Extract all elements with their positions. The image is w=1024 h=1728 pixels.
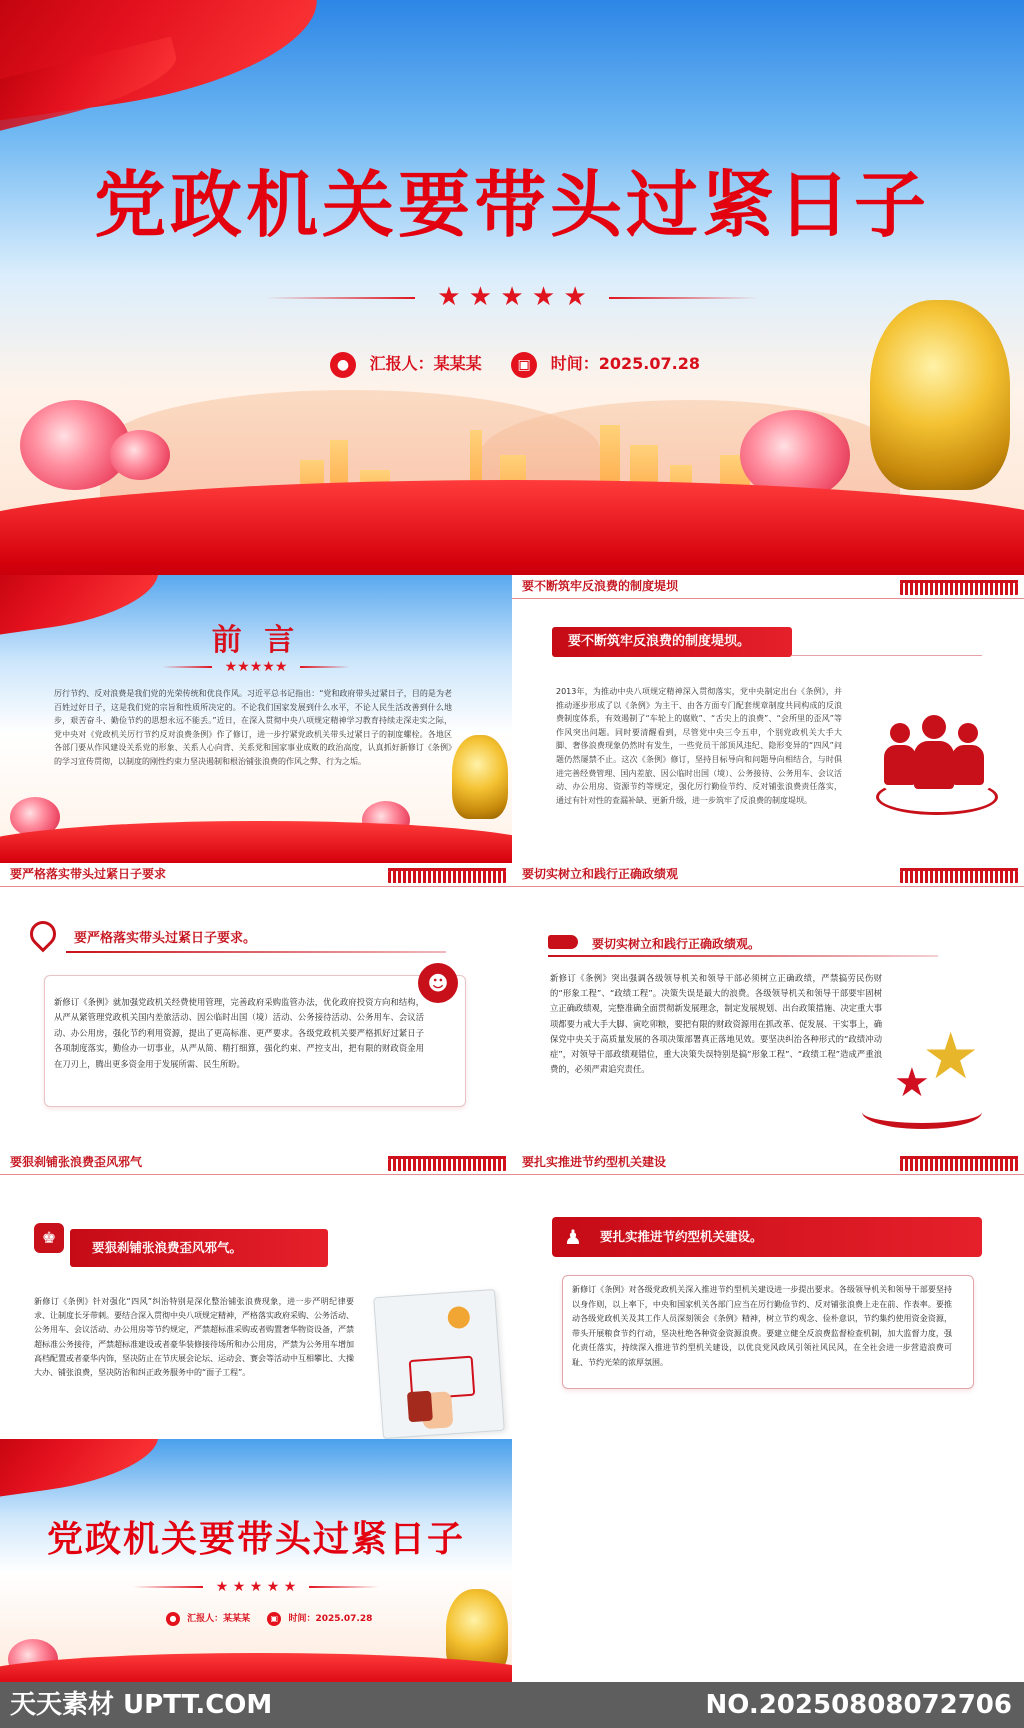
group-people-icon: ♟	[564, 1225, 582, 1249]
great-hall-icon	[900, 871, 1018, 883]
section-text: 新修订《条例》针对强化“四风”纠治特别是深化整治铺张浪费现象，进一步严明纪律要求、让制度长牙带刺。要结合深入贯彻中央八项规定精神，严格落实政府采购、公务活动、公务用车、会议活动、办公用房等节约规定，严禁超标准采购或者购置奢华物资设备，严禁超标准公务接待，严禁超标准建设或者豪华装修接待场所和办公用房，严禁为公务用车增加高档配置或者豪华内饰，坚决防止在节庆展会论坛、运动会、赛会等活动中互相攀比、大操大办、铺张浪费，坚决防治和纠正政务服务中的“面子工程”。	[34, 1297, 354, 1378]
banner-divider	[792, 655, 982, 656]
foreword-slide	[0, 575, 512, 863]
great-hall-icon	[388, 871, 506, 883]
slide-header-title: 要狠刹铺张浪费歪风邪气	[10, 1155, 143, 1169]
section-banner-text: 要切实树立和践行正确政绩观。	[592, 937, 761, 951]
system-slide	[512, 575, 1024, 863]
slide-header	[0, 1151, 512, 1175]
slide-header-title: 要严格落实带头过紧日子要求	[10, 867, 167, 881]
section-banner	[552, 627, 792, 657]
laurel-decoration	[862, 1095, 982, 1129]
section-banner-text: 要不断筑牢反浪费的制度堤坝。	[568, 634, 751, 649]
reporter-label: 汇报人：某某某	[187, 1614, 251, 1624]
cover-stars	[0, 282, 1024, 312]
cover-title: 党政机关要带头过紧日子	[93, 163, 930, 247]
strict-slide	[0, 863, 512, 1151]
gold-star-icon: ★	[922, 1020, 980, 1094]
foreword-text: 厉行节约、反对浪费是我们党的光荣传统和优良作风。习近平总书记指出：“党和政府带头过紧日子，目的是为老百姓过好日子，这是我们党的宗旨和性质所决定的。不论我们国家发展到什么水平，不论人民生活改善到什么地步，艰苦奋斗、勤俭节约的思想永远不能丢。”近日，在深入贯彻中央八项规定精神学习教育持续走深走实之际，党中央对《党政机关厉行节约反对浪费条例》作了修订，进一步拧紧党政机关带头过紧日子的制度螺栓。各地区各部门要从作风建设关系党的形象、关系人心向背、关系党和国家事业成败的政治高度，认真抓好新修订《条例》的学习宣传贯彻，以制度的刚性约束力坚决遏制和根治铺张浪费的作风之弊、行为之垢。	[54, 689, 452, 766]
star-icons: ★ ★ ★ ★ ★	[437, 282, 587, 312]
slide-header	[512, 863, 1024, 887]
document-stamp-icon	[373, 1289, 505, 1439]
section-text: 新修订《条例》就加强党政机关经费使用管理，完善政府采购监管办法，优化政府投资方向和结构，从严从紧管理党政机关国内差旅活动、因公临时出国（境）活动、公务接待活动、公务用车、会议活动、办公用房，强化节约利用资源，提出了更高标准、更严要求。各级党政机关要严格抓好过紧日子各项制度落实，勤俭办一切事业，从严从简、精打细算，强化约束、严控支出，把有限的财政资金用在刀刃上，腾出更多资金用于发展所需、民生所盼。	[54, 997, 424, 1069]
slide-header-title: 要扎实推进节约型机关建设	[522, 1155, 667, 1169]
ending-slide	[0, 1439, 512, 1682]
watermark-number: NO.20250808072706	[705, 1690, 1012, 1720]
golden-lion-statue	[870, 300, 1010, 490]
section-text: 新修订《条例》突出强调各级领导机关和领导干部必须树立正确政绩，严禁搞劳民伤财的“形象工程”、“政绩工程”。决策失误是最大的浪费。各级领导机关和领导干部要牢固树立正确政绩观，完整准确全面贯彻新发展理念，制定发展规划、出台政策措施、决定重大事项都要力戒大手大脚、寅吃卯粮，要把有限的财政资源用在抓改革、促发展、干实事上，确保党中央关于高质量发展的各项决策部署真正落地见效。要坚决纠治各种形式的“政绩冲动症”，对领导干部政绩观错位，重大决策失误特别是搞“形象工程”、“政绩工程”造成严重浪费的，必须严肃追究责任。	[550, 973, 882, 1075]
slide-header	[512, 575, 1024, 599]
ending-title: 党政机关要带头过紧日子	[46, 1519, 465, 1560]
location-pin-icon	[25, 916, 62, 953]
calendar-icon: ▣	[267, 1612, 281, 1626]
banner-divider	[548, 955, 938, 957]
red-ribbon-wave	[0, 480, 1024, 575]
pointing-hand-icon	[548, 935, 578, 949]
person-avatar-icon: ☻	[418, 963, 458, 1003]
extravagance-slide	[0, 1151, 512, 1439]
slide-header-title: 要不断筑牢反浪费的制度堤坝	[522, 579, 679, 593]
great-hall-icon	[388, 1159, 506, 1171]
red-ribbon-wave	[0, 821, 512, 863]
user-icon: ●	[166, 1612, 180, 1626]
section-banner	[70, 1229, 328, 1267]
ending-meta	[166, 1611, 372, 1627]
red-ribbon-wave	[0, 1653, 512, 1682]
slide-header-title: 要切实树立和践行正确政绩观	[522, 867, 679, 881]
section-text: 新修订《条例》对各级党政机关深入推进节约型机关建设进一步提出要求。各级领导机关和领导干部要坚持以身作则，以上率下，中央和国家机关各部门应当在厉行勤俭节约、反对铺张浪费上走在前、作表率。要推动各级党政机关及其工作人员深刻领会《条例》精神，树立节约观念、俭朴意识，节约集约使用资金资源，带头开展粮食节约行动，坚决杜绝各种资金资源浪费。要建立健全反浪费监督检查机制，加大监督力度，强化责任落实，持续深入推进节约型机关建设，以优良党风政风引领社风民风，在全社会进一步营造浪费可耻、节约光荣的浓厚氛围。	[572, 1285, 952, 1367]
slide-header	[0, 863, 512, 887]
section-banner-text: 要严格落实带头过紧日子要求。	[74, 931, 257, 946]
great-hall-icon	[900, 1159, 1018, 1171]
banner-divider	[66, 951, 446, 953]
user-icon: ●	[330, 352, 356, 378]
section-banner	[552, 1217, 982, 1257]
saving-slide	[512, 1151, 1024, 1439]
watermark-site: 天天素材 UPTT.COM	[10, 1690, 273, 1720]
reporter-label: 汇报人：某某某	[369, 354, 482, 373]
slide-header	[512, 1151, 1024, 1175]
red-flag-decoration	[0, 1439, 164, 1500]
peony-flower-left-2	[110, 430, 170, 480]
star-icons: ★ ★ ★ ★ ★	[215, 1579, 297, 1595]
team-people-icon	[874, 715, 994, 815]
cover-meta	[330, 350, 700, 378]
ending-stars	[0, 1579, 512, 1595]
performance-slide	[512, 863, 1024, 1151]
section-text: 2013年，为推动中央八项规定精神深入贯彻落实，党中央制定出台《条例》，并推动逐步形成了以《条例》为主干、由各方面专门配套规章制度共同构成的反浪费制度体系，有效遏制了“车轮上的腐败”、“舌尖上的浪费”、“会所里的歪风”等作风突出问题。同时要清醒看到，尽管党中央三令五申，个别党政机关大手大脚、奢侈浪费现象仍然时有发生，一些党员干部顶风违纪、隐形变异的“四风”问题仍然屡禁不止。这次《条例》修订，坚持目标导向和问题导向相结合，与时俱进完善经费管理、国内差旅、因公临时出国（境）、公务接待、公务用车、会议活动、办公用房、资源节约等规定，强化厉行勤俭节约、反对铺张浪费责任落实，通过有针对性的查漏补缺、更新升级，进一步筑牢了反浪费的制度堤坝。	[556, 687, 842, 805]
red-star-icon: ★	[894, 1060, 930, 1106]
golden-lion-statue	[452, 735, 508, 819]
foreword-title: 前 言	[211, 623, 301, 658]
speaker-podium-icon: ♚	[34, 1223, 64, 1253]
date-label: 时间：2025.07.28	[550, 354, 700, 373]
calendar-icon: ▣	[511, 352, 537, 378]
great-hall-icon	[900, 583, 1018, 595]
section-banner-text: 要狠刹铺张浪费歪风邪气。	[92, 1240, 243, 1255]
star-icons: ★★★★★	[224, 659, 288, 675]
watermark-footer	[0, 1682, 1024, 1728]
date-label: 时间：2025.07.28	[288, 1614, 373, 1624]
foreword-stars	[0, 659, 512, 675]
cover-slide	[0, 0, 1024, 575]
section-banner-text: 要扎实推进节约型机关建设。	[600, 1229, 763, 1244]
